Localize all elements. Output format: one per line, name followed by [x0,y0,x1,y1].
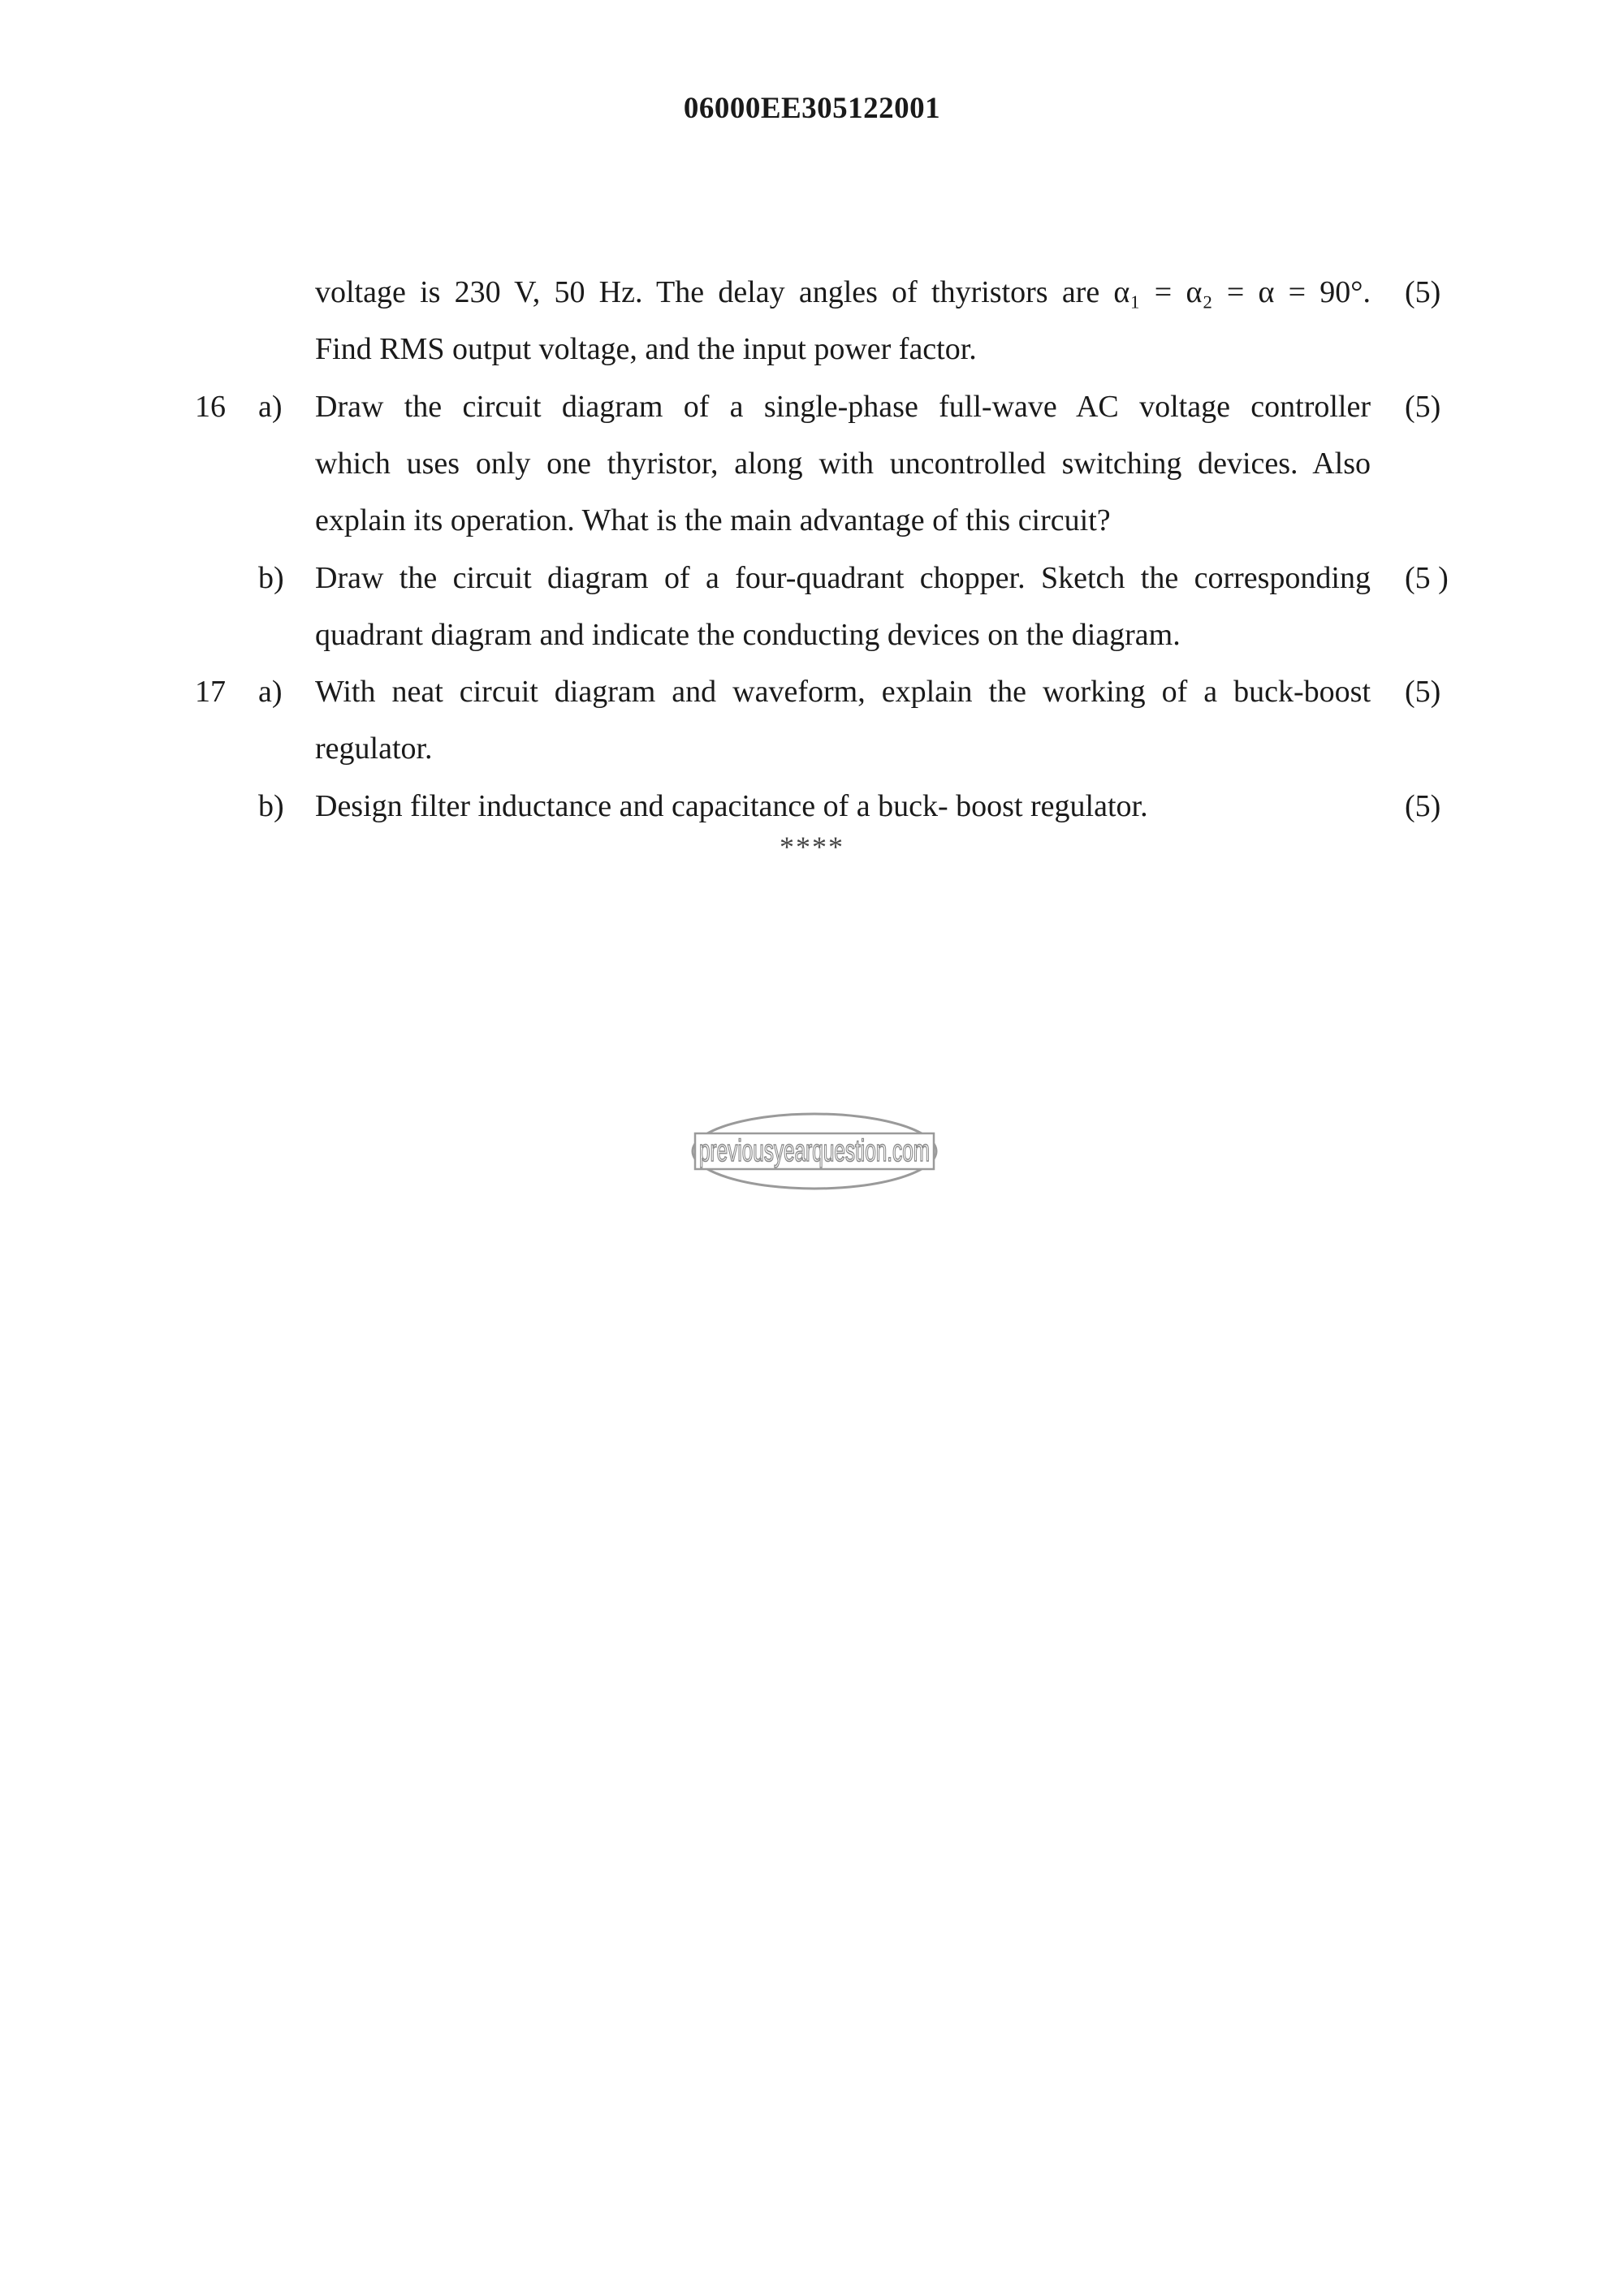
question-marks: (5 ) [1405,561,1449,595]
question-line [0,606,1624,663]
question-text: Design filter inductance and capacitance of a buck- boost regulator. [315,789,1148,823]
question-text: With neat circuit diagram and waveform, explain the working of a buck-boost [315,675,1371,709]
question-marks: (5) [1405,675,1441,709]
question-line [0,663,1624,720]
question-text: which uses only one thyristor, along with uncontrolled switching devices. Also [315,447,1371,481]
question-marks: (5) [1405,275,1441,309]
question-marks: (5) [1405,390,1441,424]
question-text: regulator. [315,732,433,766]
watermark-logo [689,1111,940,1192]
question-marks: (5) [1405,789,1441,823]
question-text: quadrant diagram and indicate the conducting devices on the diagram. [315,618,1181,652]
question-line [0,435,1624,492]
question-part: b) [258,789,284,823]
question-text: Draw the circuit diagram of a four-quadrant chopper. Sketch the corresponding [315,561,1371,595]
question-text: Draw the circuit diagram of a single-phase full-wave AC voltage controller [315,390,1371,424]
question-part: a) [258,390,283,424]
watermark-text: previousyearquestion.com [699,1134,930,1168]
question-line [0,378,1624,435]
question-number: 16 [195,390,226,424]
question-line [0,264,1624,321]
end-of-paper-mark: **** [780,831,844,863]
question-part: b) [258,561,284,595]
question-number: 17 [195,675,226,709]
question-text: explain its operation. What is the main advantage of this circuit? [315,503,1111,537]
question-line [0,720,1624,777]
question-line [0,550,1624,606]
paper-code: 06000EE305122001 [683,92,941,125]
question-text: voltage is 230 V, 50 Hz. The delay angles of thyristors are α₁ = α₂ = α = 90°. [315,275,1371,309]
question-line [0,778,1624,835]
question-line [0,492,1624,549]
question-line [0,321,1624,378]
question-text: Find RMS output voltage, and the input power factor. [315,332,977,366]
question-part: a) [258,675,283,709]
